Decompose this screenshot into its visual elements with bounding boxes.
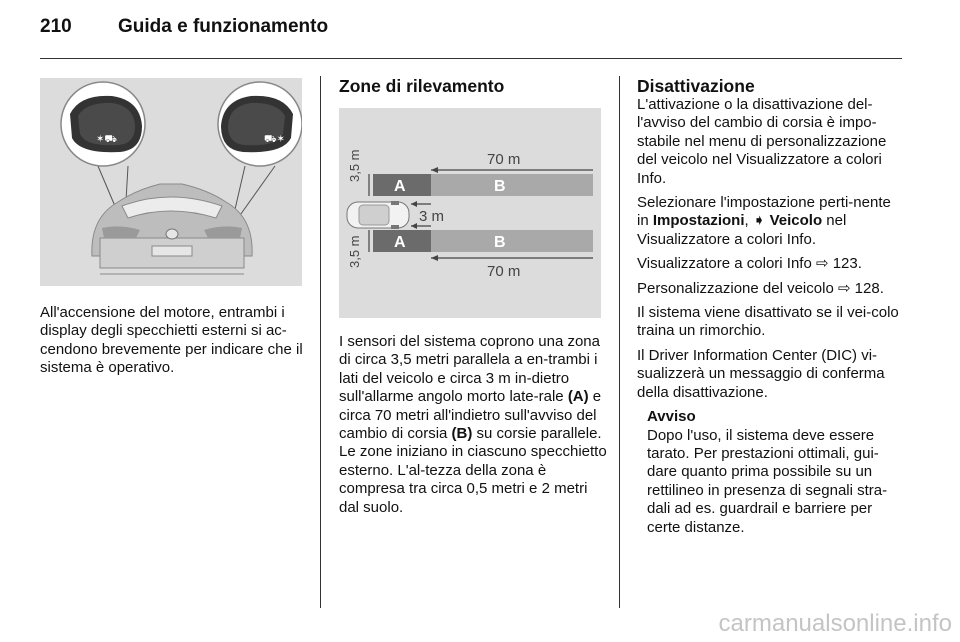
detection-paragraph bbox=[339, 333, 607, 517]
notice-title: Avviso bbox=[647, 408, 696, 426]
vehicle-topview bbox=[347, 201, 409, 229]
zone-b-top bbox=[431, 174, 593, 196]
bottom-lane-width-label: 3,5 m bbox=[347, 235, 362, 268]
top-lane-width-label: 3,5 m bbox=[347, 149, 362, 182]
bottom-distance-label: 70 m bbox=[487, 263, 521, 280]
middle-body bbox=[339, 333, 607, 523]
middle-column bbox=[339, 76, 603, 96]
right-mirror-inset bbox=[218, 82, 302, 166]
zone-b-bottom bbox=[431, 230, 593, 252]
notice-box bbox=[647, 408, 903, 537]
menu-separator: , ➧ bbox=[744, 212, 770, 230]
page-number: 210 bbox=[40, 16, 72, 37]
mirror-insets bbox=[40, 78, 302, 286]
trailer-paragraph: Il sistema viene disattivato se il vei-colo traina un rimorchio. bbox=[637, 304, 899, 340]
detection-zones-diagram bbox=[339, 108, 601, 318]
zone-a-bottom-label: A bbox=[394, 234, 406, 251]
settings-text-start: Selezionare l'impostazione perti-nente in bbox=[637, 194, 891, 230]
header-rule bbox=[40, 58, 902, 59]
page-title: Guida e funzionamento bbox=[118, 16, 329, 37]
detection-text-3: su corsie parallele. Le zone iniziano in ciascuno specchietto esterno. L'al-tezza della zona è compresa tra circa 0,5 metri e 2 metri dal suolo. bbox=[339, 425, 607, 516]
dic-paragraph: Il Driver Information Center (DIC) vi-sualizzerà un messaggio di conferma della disattivazione. bbox=[637, 346, 885, 401]
cross-ref-personalization: Personalizzazione del veicolo ⇨ 128. bbox=[637, 279, 884, 297]
notice-text: Dopo l'uso, il sistema deve essere tarato. Per prestazioni ottimali, gui-dare quanto prima possibile su un rettilineo in presenza di segnali stra-dali ad es. guardrail e barriere per certe distanze. bbox=[647, 426, 888, 536]
figure-caption: All'accensione del motore, entrambi i display degli specchietti esterni si ac-cendono brevemente per indicare che il sistema è operativo. bbox=[40, 304, 303, 377]
zone-b-bottom-label: B bbox=[494, 234, 506, 251]
mirror-display-figure bbox=[40, 78, 302, 286]
behind-distance-label: 3 m bbox=[419, 208, 445, 225]
warning-car-icon: ⛟✶ bbox=[264, 134, 285, 145]
cross-ref-info-display: Visualizzatore a colori Info ⇨ 123. bbox=[637, 255, 862, 273]
section-heading-detection: Zone di rilevamento bbox=[339, 76, 505, 96]
section-heading-deactivation: Disattivazione bbox=[637, 76, 755, 96]
warning-car-icon: ✶⛟ bbox=[96, 134, 117, 145]
settings-text-end: nel Visualizzatore a colori Info. bbox=[637, 212, 847, 248]
zone-a-ref: (A) bbox=[567, 388, 589, 406]
menu-vehicle: Veicolo bbox=[769, 212, 823, 230]
left-column bbox=[40, 304, 306, 384]
page-header bbox=[40, 16, 328, 38]
watermark: carmanualsonline.info bbox=[718, 610, 952, 637]
deactivation-paragraph-2 bbox=[637, 194, 903, 249]
menu-settings: Impostazioni bbox=[652, 212, 745, 230]
top-distance-label: 70 m bbox=[487, 151, 521, 168]
zone-a-top-label: A bbox=[394, 178, 406, 195]
column-divider-right bbox=[619, 76, 620, 608]
deactivation-paragraph-1: L'attivazione o la disattivazione del-l'avviso del cambio di corsia è impo-stabile nel menu di personalizzazione del veicolo nel Visualizzatore a colori Info. bbox=[637, 96, 887, 187]
detection-text-2: e circa 70 metri all'indietro sull'avviso del cambio di corsia bbox=[339, 388, 602, 443]
detection-text-1: I sensori del sistema coprono una zona di circa 3,5 metri parallela a en-trambi i lati del veicolo e circa 3 m in-dietro sull'allarme angolo morto late-rale bbox=[339, 333, 600, 406]
left-mirror-inset bbox=[61, 82, 145, 166]
column-divider-left bbox=[320, 76, 321, 608]
zone-b-top-label: B bbox=[494, 178, 506, 195]
right-column bbox=[637, 76, 903, 537]
zone-b-ref: (B) bbox=[451, 425, 473, 443]
